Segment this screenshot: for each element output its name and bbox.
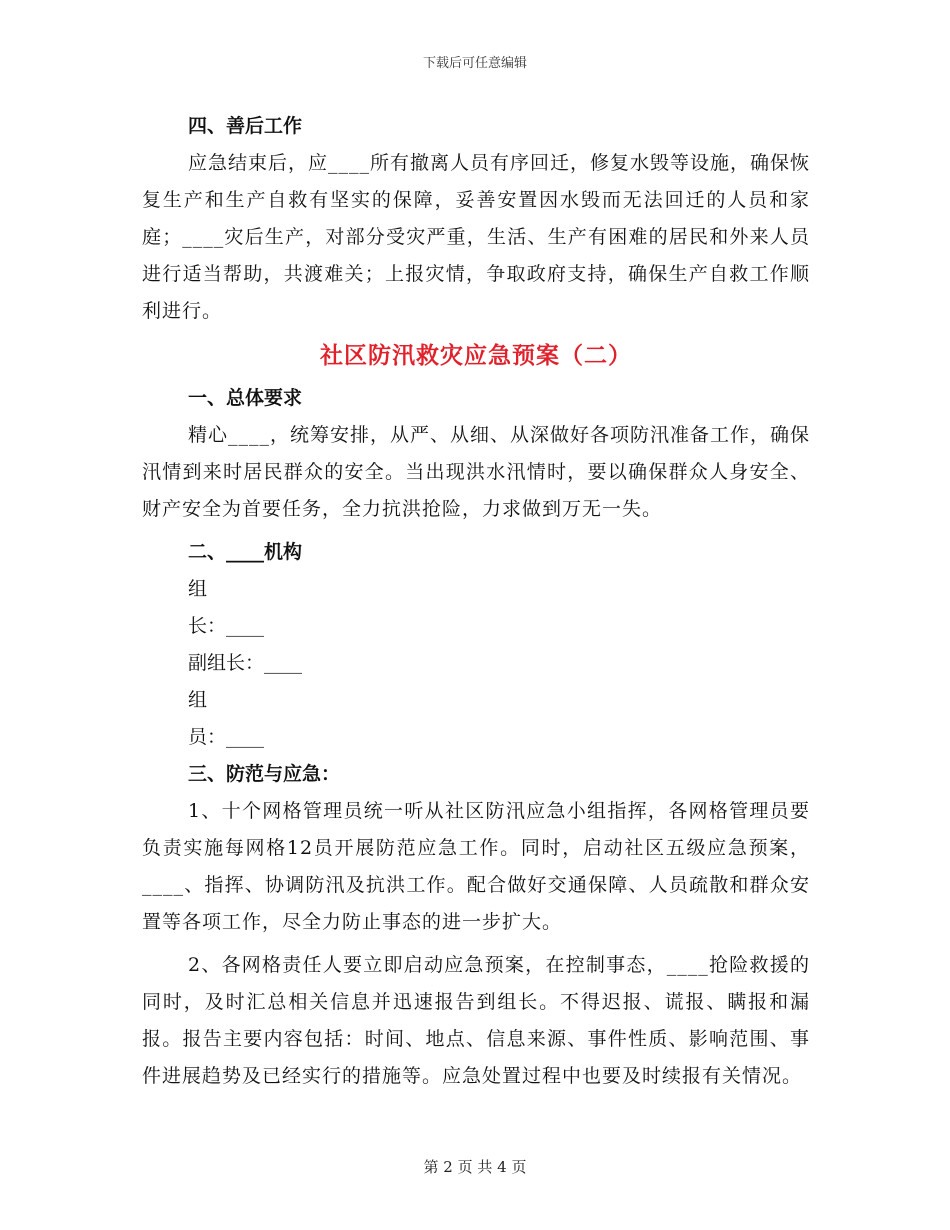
s1-paragraph: 精心____，统筹安排，从严、从细、从深做好各项防汛准备工作，确保汛情到来时居民群众的安全。当出现洪水汛情时，要以确保群众人身安全、财产安全为首要任务，全力抗洪抢险，力求做到万无一失。 bbox=[142, 424, 811, 520]
document-body bbox=[142, 108, 810, 1095]
s3-item-1: 1、十个网格管理员统一听从社区防汛应急小组指挥，各网格管理员要负责实施每网格12员开展防范应急工作。同时，启动社区五级应急预案，____、指挥、协调防汛及抗洪工作。配合做好交通保障、人员疏散和群众安置等各项工作，尽全力防止事态的进一步扩大。 bbox=[142, 800, 810, 933]
part4-heading: 四、善后工作 bbox=[188, 115, 303, 137]
part4-paragraph: 应急结束后，应____所有撤离人员有序回迁，修复水毁等设施，确保恢复生产和生产自救有坚实的保障，妥善安置因水毁而无法回迁的人员和家庭；____灾后生产，对部分受灾严重，生活、生产有困难的居民和外来人员进行适当帮助，共渡难关；上报灾情，争取政府支持，确保生产自救工作顺利进行。 bbox=[142, 152, 811, 322]
org-line: 组 bbox=[188, 578, 208, 600]
page-number: 第 2 页 共 4 页 bbox=[423, 1158, 527, 1176]
s2-heading: 二、____机构 bbox=[188, 541, 303, 563]
org-line: 员：____ bbox=[188, 726, 265, 748]
org-line: 副组长：____ bbox=[188, 652, 303, 674]
org-line: 长：____ bbox=[188, 615, 265, 637]
s3-item-2: 2、各网格责任人要立即启动应急预案，在控制事态，____抢险救援的同时，及时汇总相关信息并迅速报告到组长。不得迟报、谎报、瞒报和漏报。报告主要内容包括：时间、地点、信息来源、事件性质、影响范围、事件进展趋势及已经实行的措施等。应急处置过程中也要及时续报有关情况。 bbox=[142, 954, 810, 1087]
s1-heading: 一、总体要求 bbox=[188, 387, 303, 409]
section-title: 社区防汛救灾应急预案（二） bbox=[320, 342, 632, 369]
org-line: 组 bbox=[188, 689, 208, 711]
s3-heading: 三、防范与应急： bbox=[188, 763, 341, 785]
header-note: 下载后可任意编辑 bbox=[422, 56, 527, 71]
